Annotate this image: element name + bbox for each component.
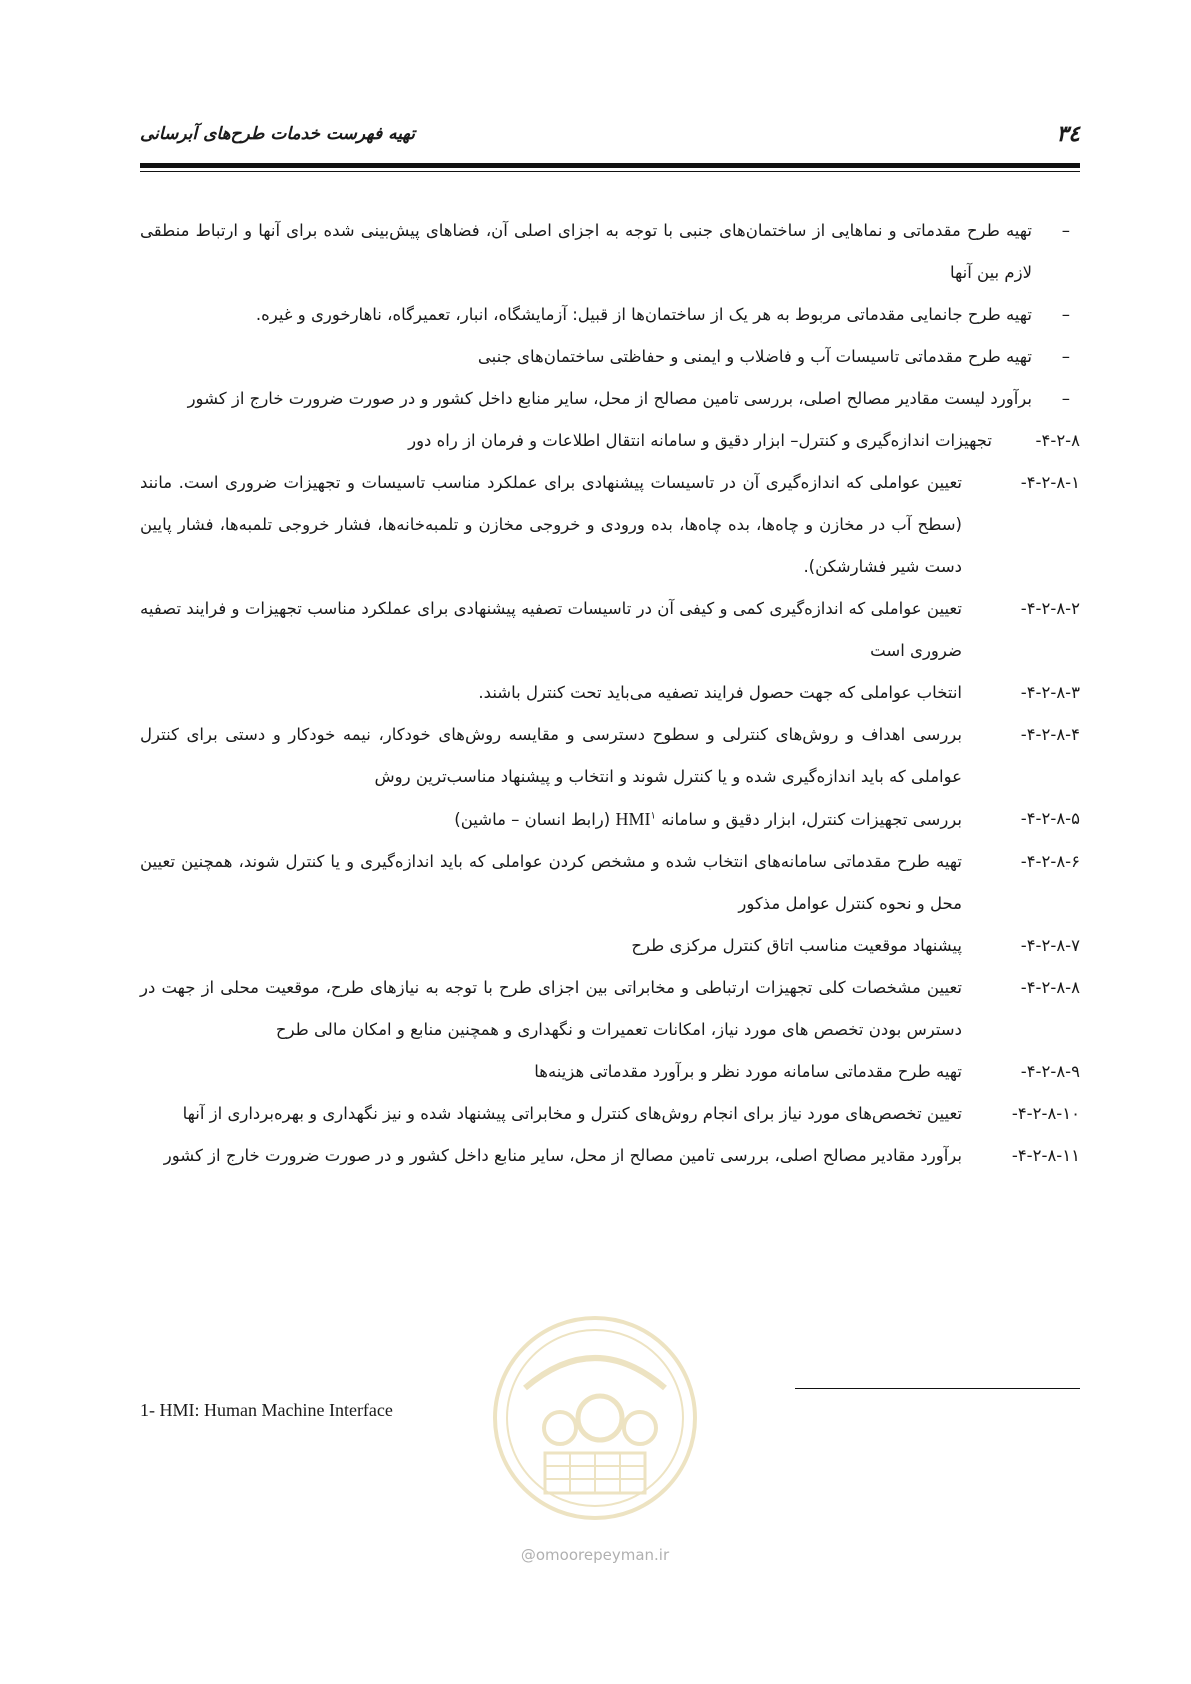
item-text-before: بررسی تجهیزات کنترل، ابزار دقیق و سامانه — [655, 810, 962, 829]
item-number: ۴-۲-۸-۴- — [1020, 725, 1080, 744]
item-number: ۴-۲-۸-۱- — [1020, 473, 1080, 492]
item-text: تعیین مشخصات کلی تجهیزات ارتباطی و مخابراتی بین اجزای طرح با توجه به نیازهای طرح، موقعیت محلی از جهت در دسترس بودن تخصص های مورد نیاز، امکانات تعمیرات و نگهداری و همچنین منابع و امکان مالی طرح — [140, 978, 962, 1039]
item-number: ۴-۲-۸-۳- — [1020, 683, 1080, 702]
numbered-item — [140, 1051, 1080, 1093]
item-text: تعیین عواملی که اندازه‌گیری آن در تاسیسات پیشنهادی برای عملکرد مناسب تاسیسات و تجهیزات ضروری است. مانند (سطح آب در مخازن و چاه‌ها، بده چاه‌ها، بده ورودی و خروجی مخازن و تلمبه‌خانه‌ها، فشار خروجی تلمبه‌ها، فشار پایین دست شیر فشارشکن). — [140, 473, 962, 576]
numbered-item — [140, 672, 1080, 714]
bullet-dash: – — [1061, 347, 1070, 366]
numbered-item — [140, 1093, 1080, 1135]
acronym-hmi: HMI — [615, 809, 651, 829]
numbered-item — [140, 462, 1080, 588]
bullet-item — [140, 378, 1080, 420]
bullet-text: برآورد لیست مقادیر مصالح اصلی، بررسی تامین مصالح از محل، سایر منابع داخل کشور و در صورت ضرورت خارج از کشور — [187, 389, 1032, 408]
item-number: ۴-۲-۸-۷- — [1020, 936, 1080, 955]
numbered-item — [140, 1135, 1080, 1177]
page-header — [140, 118, 1080, 158]
page-number: ۳٤ — [1056, 122, 1080, 147]
bullet-item — [140, 210, 1080, 294]
bullet-text: تهیه طرح مقدماتی تاسیسات آب و فاضلاب و ایمنی و حفاظتی ساختمان‌های جنبی — [477, 347, 1032, 366]
running-title: تهیه فهرست خدمات طرح‌های آبرسانی — [140, 124, 415, 144]
item-number: ۴-۲-۸-۸- — [1020, 978, 1080, 997]
item-text: برآورد مقادیر مصالح اصلی، بررسی تامین مصالح از محل، سایر منابع داخل کشور و در صورت ضرورت خارج از کشور — [163, 1146, 962, 1165]
bullet-dash: – — [1061, 305, 1070, 324]
numbered-item — [140, 841, 1080, 925]
item-text: بررسی اهداف و روش‌های کنترلی و سطوح دسترسی و مقایسه روش‌های خودکار، نیمه خودکار و دستی برای کنترل عواملی که باید اندازه‌گیری شده و یا کنترل شوند و انتخاب و پیشنهاد مناسب‌ترین روش — [140, 725, 962, 786]
bullet-dash: – — [1061, 389, 1070, 408]
header-rule-thin — [140, 171, 1080, 172]
numbered-item — [140, 798, 1080, 841]
item-text-after: (رابط انسان – ماشین) — [454, 810, 616, 829]
bullet-text: تهیه طرح جانمایی مقدماتی مربوط به هر یک از ساختمان‌ها از قبیل: آزمایشگاه، انبار، تعمیرگاه، ناهارخوری و غیره. — [255, 305, 1032, 324]
numbered-item — [140, 714, 1080, 798]
page-body — [140, 210, 1080, 1177]
subsection-number: ۴-۲-۸- — [1035, 431, 1080, 450]
numbered-item — [140, 925, 1080, 967]
item-text: تهیه طرح مقدماتی سامانه‌های انتخاب شده و مشخص کردن عواملی که باید اندازه‌گیری و یا کنترل شوند، همچنین تعیین محل و نحوه کنترل عوامل مذکور — [140, 852, 962, 913]
item-text: انتخاب عواملی که جهت حصول فرایند تصفیه می‌باید تحت کنترل باشند. — [478, 683, 962, 702]
numbered-item — [140, 588, 1080, 672]
bullet-item — [140, 294, 1080, 336]
item-text: تهیه طرح مقدماتی سامانه مورد نظر و برآورد مقدماتی هزینه‌ها — [534, 1062, 962, 1081]
item-number: ۴-۲-۸-۱۱- — [1011, 1146, 1080, 1165]
watermark-url: @omoorepeyman.ir — [520, 1546, 670, 1564]
watermark-logo-icon — [485, 1308, 705, 1528]
subsection-heading — [140, 420, 1080, 462]
item-number: ۴-۲-۸-۹- — [1020, 1062, 1080, 1081]
item-text — [140, 798, 962, 841]
item-number: ۴-۲-۸-۲- — [1020, 599, 1080, 618]
item-text: پیشنهاد موقعیت مناسب اتاق کنترل مرکزی طرح — [631, 936, 962, 955]
footnote: 1- HMI: Human Machine Interface — [140, 1400, 393, 1420]
item-number: ۴-۲-۸-۶- — [1020, 852, 1080, 871]
footnote-rule — [795, 1388, 1080, 1389]
header-rule-thick — [140, 163, 1080, 168]
subsection-title: تجهیزات اندازه‌گیری و کنترل– ابزار دقیق و سامانه انتقال اطلاعات و فرمان از راه دور — [408, 431, 992, 450]
item-number: ۴-۲-۸-۱۰- — [1011, 1104, 1080, 1123]
item-text: تعیین عواملی که اندازه‌گیری کمی و کیفی آن در تاسیسات تصفیه پیشنهادی برای عملکرد مناسب تجهیزات و فرایند تصفیه ضروری است — [140, 599, 962, 660]
bullet-item — [140, 336, 1080, 378]
bullet-text: تهیه طرح مقدماتی و نماهایی از ساختمان‌های جنبی با توجه به اجزای اصلی آن، فضاهای پیش‌بینی شده برای آنها و ارتباط منطقی لازم بین آنها — [140, 221, 1032, 282]
item-text: تعیین تخصص‌های مورد نیاز برای انجام روش‌های کنترل و مخابراتی پیشنهاد شده و نیز نگهداری و بهره‌برداری از آنها — [182, 1104, 962, 1123]
item-number: ۴-۲-۸-۵- — [1020, 809, 1080, 828]
bullet-dash: – — [1061, 221, 1070, 240]
footnote-mark: ۱ — [650, 810, 656, 822]
numbered-item — [140, 967, 1080, 1051]
